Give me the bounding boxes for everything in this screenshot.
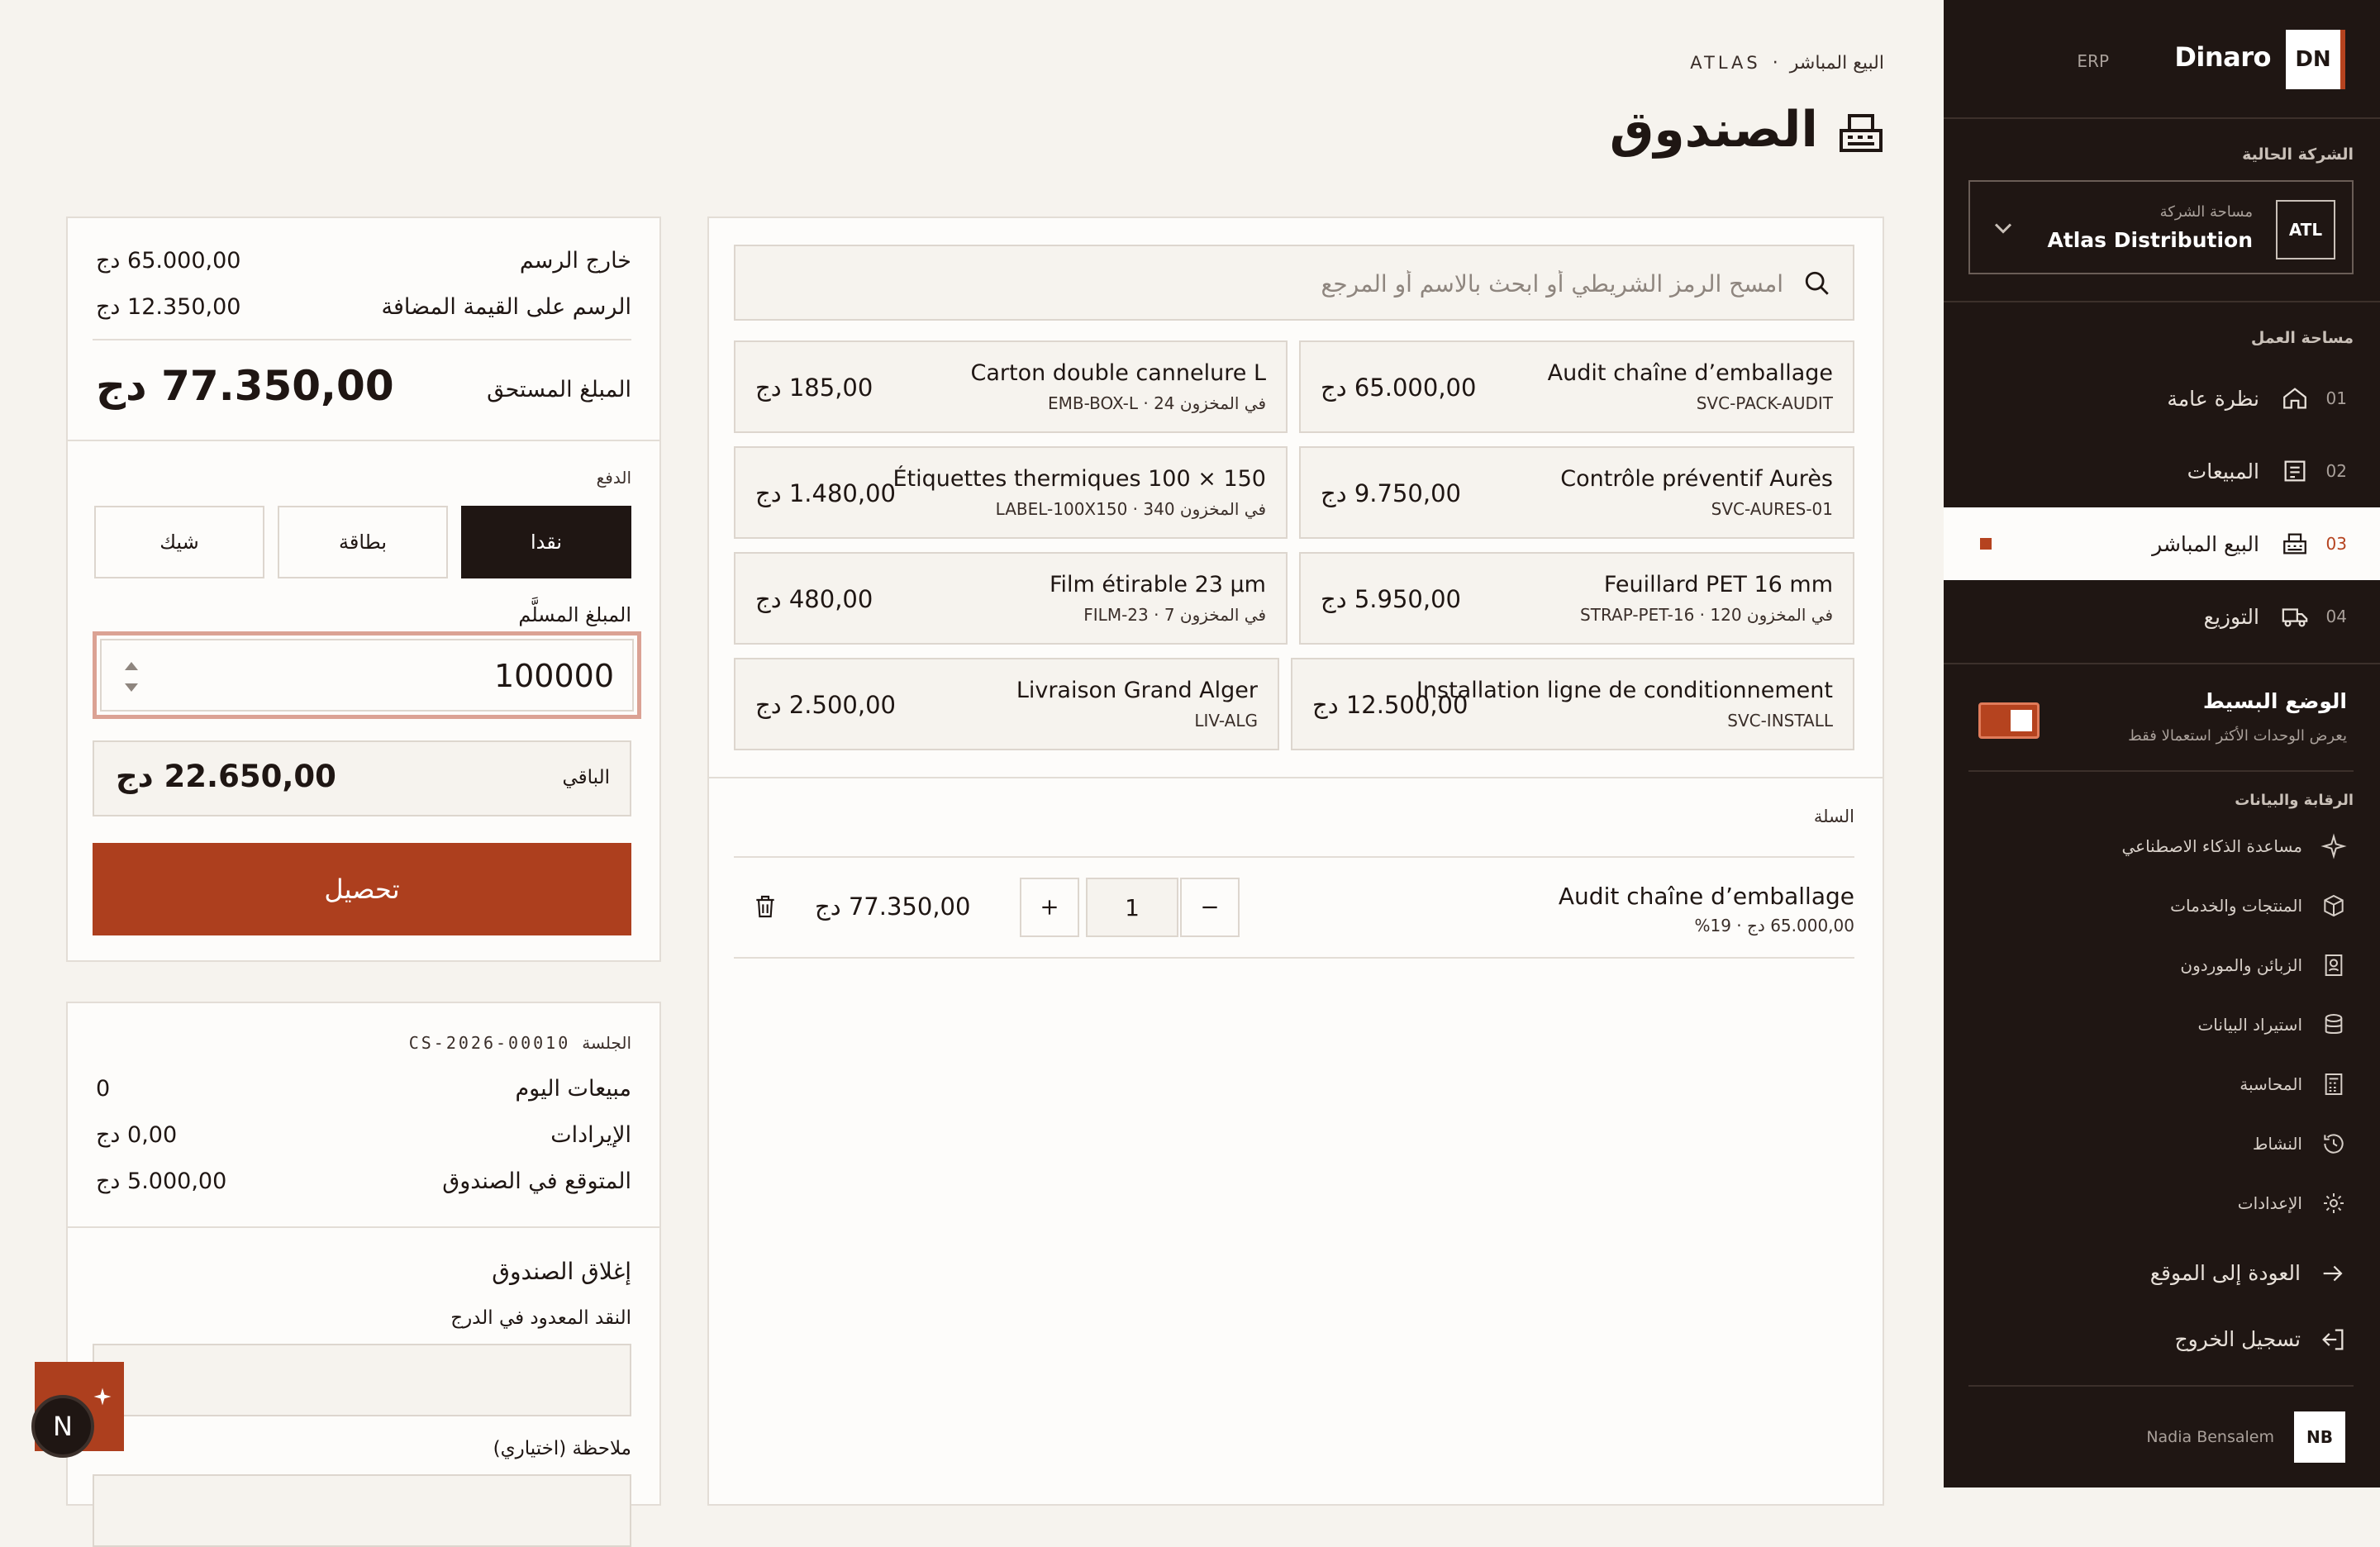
breadcrumb-page[interactable]: البيع المباشر	[1789, 53, 1884, 74]
product-name: Audit chaîne d’emballage	[1547, 360, 1833, 386]
trash-icon[interactable]	[752, 892, 778, 921]
product-meta: STRAP-PET-16 · 120 في المخزون	[1580, 605, 1833, 625]
calculator-icon	[2320, 1071, 2347, 1097]
simple-mode-subtitle: يعرض الوحدات الأكثر استعمالا فقط	[2128, 727, 2347, 745]
note-input[interactable]	[93, 1474, 631, 1547]
cart-label: السلة	[1813, 807, 1854, 826]
brand-name: Dinaro	[2174, 41, 2271, 73]
sidebar-item-accounting[interactable]	[1944, 1061, 2380, 1111]
quantity-field[interactable]: 1	[1086, 878, 1178, 937]
product-card[interactable]	[1299, 552, 1854, 645]
sidebar	[1944, 0, 2380, 1488]
cart-item-price-tax: 65.000,00 دج · 19%	[1694, 916, 1854, 935]
session-row	[409, 1033, 631, 1053]
page-title: الصندوق	[1609, 101, 1818, 159]
product-price: 9.750,00 دج	[1321, 479, 1461, 507]
product-price: 65.000,00 دج	[1321, 374, 1477, 402]
counted-cash-label: النقد المعدود في الدرج	[450, 1307, 631, 1329]
pay-cash-button[interactable]: نقدا	[461, 506, 631, 578]
product-name: Contrôle préventif Aurès	[1560, 466, 1833, 492]
product-meta: SVC-AURES-01	[1711, 499, 1833, 519]
nav-label: نظرة عامة	[2167, 386, 2259, 411]
home-icon	[2281, 384, 2309, 412]
product-price: 1.480,00 دج	[755, 479, 896, 507]
truck-icon	[2281, 602, 2309, 631]
revenue-label: الإيرادات	[550, 1122, 631, 1148]
sidebar-item-import[interactable]	[1944, 1002, 2380, 1051]
pay-cheque-button[interactable]: شيك	[94, 506, 264, 578]
back-to-site-label: العودة إلى الموقع	[2149, 1261, 2301, 1285]
product-card[interactable]	[734, 340, 1288, 433]
avatar: NB	[2294, 1411, 2345, 1463]
product-name: Étiquettes thermiques 100 × 150	[892, 466, 1266, 492]
sparkle-icon	[2320, 833, 2347, 859]
workspace-label: مساحة العمل	[2250, 329, 2354, 347]
sidebar-item-ai-assist[interactable]	[1944, 823, 2380, 873]
product-meta: EMB-BOX-L · 24 في المخزون	[1048, 393, 1266, 413]
product-card[interactable]	[1291, 658, 1854, 750]
amount-due-value: 77.350,00 دج	[96, 362, 394, 410]
brand-logo[interactable]: DN	[2286, 30, 2345, 89]
sidebar-item-overview[interactable]	[1944, 362, 2380, 435]
product-name: Installation ligne de conditionnement	[1416, 678, 1833, 703]
logout-link[interactable]	[1944, 1316, 2380, 1365]
logout-label: تسجيل الخروج	[2174, 1327, 2301, 1351]
change-box	[93, 740, 631, 816]
sub-item-label: استيراد البيانات	[2197, 1015, 2302, 1035]
database-icon	[2320, 1011, 2347, 1038]
plus-icon	[1039, 897, 1060, 918]
product-meta: LABEL-100X150 · 340 في المخزون	[995, 499, 1266, 519]
divider	[68, 440, 659, 441]
arrow-right-icon	[2319, 1259, 2347, 1288]
expected-cash-label: المتوقع في الصندوق	[442, 1169, 631, 1194]
sidebar-divider	[1968, 770, 2354, 772]
product-price: 2.500,00 دج	[755, 691, 896, 719]
note-label: ملاحظة (اختياري)	[493, 1438, 631, 1459]
excl-tax-label: خارج الرسم	[519, 248, 631, 274]
product-price: 185,00 دج	[755, 374, 873, 402]
nav-label: التوزيع	[2203, 604, 2259, 629]
sidebar-divider	[1968, 1385, 2354, 1387]
payment-panel	[66, 217, 661, 962]
breadcrumb-company[interactable]: ATLAS	[1690, 53, 1761, 73]
minus-icon	[1199, 897, 1221, 918]
sidebar-item-contacts[interactable]	[1944, 942, 2380, 992]
nav-number: 02	[2325, 461, 2347, 481]
close-register-title: إغلاق الصندوق	[492, 1258, 631, 1285]
sales-today-value: 0	[96, 1076, 111, 1102]
box-icon	[2320, 892, 2347, 919]
received-amount-field[interactable]	[100, 639, 634, 712]
divider	[93, 339, 631, 340]
back-to-site-link[interactable]	[1944, 1250, 2380, 1299]
sub-item-label: المحاسبة	[2240, 1074, 2302, 1094]
sales-today-label: مبيعات اليوم	[515, 1076, 631, 1102]
increase-quantity-button[interactable]	[1020, 878, 1079, 937]
payment-method-label: الدفع	[596, 468, 631, 488]
breadcrumb	[1690, 53, 1884, 74]
company-name: Atlas Distribution	[2047, 228, 2253, 252]
product-card[interactable]	[1299, 446, 1854, 539]
sub-item-label: مساعدة الذكاء الاصطناعي	[2121, 836, 2302, 856]
search-input[interactable]	[792, 264, 1783, 302]
user-name: Nadia Bensalem	[2146, 1428, 2274, 1446]
sidebar-item-sales[interactable]	[1944, 435, 2380, 507]
product-name: Livraison Grand Alger	[1016, 678, 1258, 703]
search-icon	[1803, 269, 1831, 298]
product-meta: FILM-23 · 7 في المخزون	[1083, 605, 1266, 625]
received-amount-focus-ring	[93, 631, 641, 719]
nav-number: 01	[2325, 388, 2347, 408]
user-profile[interactable]	[1944, 1408, 2380, 1488]
sub-item-label: الزبائن والموردون	[2180, 955, 2302, 975]
brand-erp-tag: ERP	[2077, 51, 2109, 71]
received-amount-input[interactable]	[184, 655, 614, 697]
nav-label: البيع المباشر	[2152, 531, 2259, 556]
cart-item-name: Audit chaîne d’emballage	[1558, 883, 1854, 910]
revenue-value: 0,00 دج	[96, 1122, 178, 1148]
sub-item-label: الإعدادات	[2237, 1193, 2302, 1213]
dev-tools-badge[interactable]: N	[31, 1395, 94, 1458]
product-card[interactable]	[1299, 340, 1854, 433]
cash-register-icon	[2281, 530, 2309, 558]
company-space-label: مساحة الشركة	[2159, 203, 2253, 221]
expected-cash-value: 5.000,00 دج	[96, 1169, 227, 1194]
product-meta: SVC-INSTALL	[1727, 711, 1833, 731]
divider	[68, 1226, 659, 1228]
sidebar-item-activity[interactable]	[1944, 1121, 2380, 1170]
sidebar-item-direct-sale[interactable]	[1944, 507, 2380, 580]
received-amount-label: المبلغ المسلَّم	[518, 603, 631, 626]
sidebar-item-products[interactable]	[1944, 883, 2380, 932]
nav-number: 04	[2325, 607, 2347, 626]
product-search[interactable]	[734, 245, 1854, 321]
chevron-down-icon	[1988, 213, 2018, 243]
vat-value: 12.350,00 دج	[96, 294, 241, 320]
product-card[interactable]	[734, 658, 1279, 750]
session-panel	[66, 1002, 661, 1506]
product-meta: LIV-ALG	[1194, 711, 1258, 731]
section-divider	[709, 777, 1883, 778]
simple-mode-toggle[interactable]	[1978, 702, 2040, 739]
decrease-quantity-button[interactable]	[1180, 878, 1240, 937]
product-name: Carton double cannelure L	[970, 360, 1266, 386]
excl-tax-value: 65.000,00 دج	[96, 248, 241, 274]
history-icon	[2320, 1130, 2347, 1157]
cart-item-total: 77.350,00 دج	[815, 892, 971, 921]
sidebar-item-distribution[interactable]	[1944, 580, 2380, 653]
toggle-knob	[2011, 710, 2032, 731]
logout-icon	[2319, 1326, 2347, 1354]
product-card[interactable]	[734, 446, 1288, 539]
contacts-icon	[2320, 952, 2347, 978]
sidebar-item-settings[interactable]	[1944, 1180, 2380, 1230]
simple-mode-title: الوضع البسيط	[2202, 689, 2347, 713]
company-badge: ATL	[2276, 200, 2335, 259]
product-price: 12.500,00 دج	[1312, 691, 1468, 719]
number-stepper-icon[interactable]	[123, 655, 140, 698]
sub-item-label: النشاط	[2252, 1134, 2302, 1154]
receipt-icon	[2281, 457, 2309, 485]
collect-button[interactable]: تحصيل	[93, 843, 631, 935]
breadcrumb-separator: ·	[1772, 53, 1778, 74]
active-marker	[1980, 538, 1992, 550]
product-price: 5.950,00 دج	[1321, 585, 1461, 613]
company-switcher[interactable]	[1968, 180, 2354, 274]
nav-label: المبيعات	[2187, 459, 2259, 483]
product-name: Film étirable 23 µm	[1049, 572, 1266, 597]
control-section-label: الرقابة والبيانات	[2235, 792, 2354, 809]
session-id: CS-2026-00010	[408, 1033, 571, 1053]
product-price: 480,00 دج	[755, 585, 873, 613]
products-panel	[707, 217, 1884, 1506]
session-label: الجلسة	[582, 1033, 631, 1053]
sparkle-icon	[91, 1385, 114, 1408]
current-company-label: الشركة الحالية	[2242, 145, 2354, 164]
amount-due-label: المبلغ المستحق	[487, 377, 631, 402]
brand-header	[1944, 0, 2380, 119]
cash-register-icon	[1838, 111, 1884, 154]
nav-number: 03	[2325, 534, 2347, 554]
pay-card-button[interactable]: بطاقة	[278, 506, 448, 578]
counted-cash-input[interactable]	[93, 1344, 631, 1416]
product-name: Feuillard PET 16 mm	[1603, 572, 1833, 597]
change-label: الباقي	[562, 767, 610, 788]
cart-line	[734, 856, 1854, 959]
change-value: 22.650,00 دج	[116, 759, 336, 794]
product-meta: SVC-PACK-AUDIT	[1696, 393, 1833, 413]
vat-label: الرسم على القيمة المضافة	[381, 294, 631, 320]
product-card[interactable]	[734, 552, 1288, 645]
sidebar-divider	[1944, 663, 2380, 664]
gear-icon	[2320, 1190, 2347, 1216]
sidebar-divider	[1944, 301, 2380, 302]
sub-item-label: المنتجات والخدمات	[2170, 896, 2302, 916]
